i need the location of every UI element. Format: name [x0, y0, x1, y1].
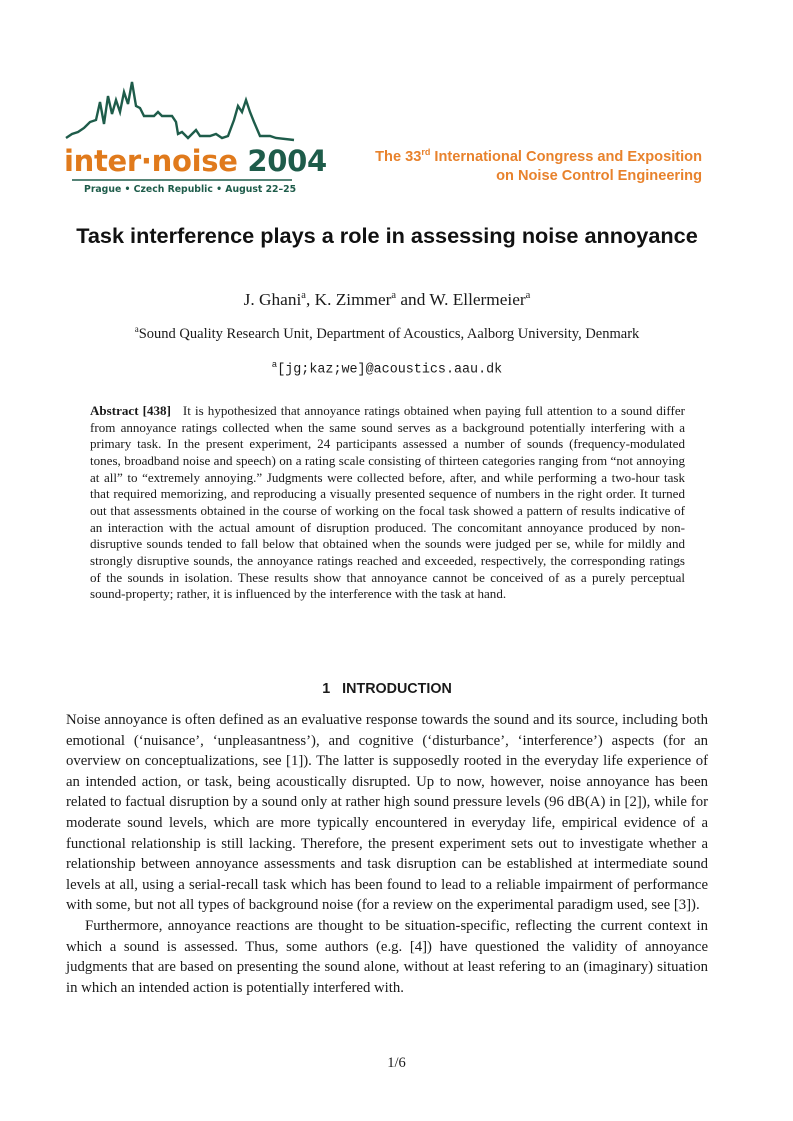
congress-title: [375, 143, 702, 186]
section-number: 1: [322, 681, 331, 697]
affiliation: [66, 320, 708, 343]
author-affiliation-mark: a: [391, 290, 397, 301]
page-number: 1/6: [387, 1055, 406, 1071]
email-address: [jg;kaz;we]@acoustics.aau.dk: [277, 362, 503, 378]
congress-ordinal: The 33: [375, 148, 422, 165]
congress-name: International Congress and Exposition: [430, 148, 702, 165]
author-affiliation-mark: a: [525, 290, 531, 301]
introduction-body: [66, 710, 708, 998]
abstract: [90, 403, 685, 603]
congress-line-2: on Noise Control Engineering: [496, 167, 702, 184]
author-email: [66, 356, 708, 379]
author-name: W. Ellermeier: [429, 289, 526, 309]
congress-line-1: [375, 143, 702, 167]
logo-underline: [64, 177, 296, 183]
author-name: K. Zimmer: [314, 289, 392, 309]
logo-wordmark: [64, 144, 327, 178]
congress-logo: [64, 78, 327, 200]
author-affiliation-mark: a: [301, 290, 306, 301]
body-paragraph: Noise annoyance is often defined as an evaluative response towards the sound and its source, including both emotional (‘nuisance’, ‘unpleasantness’), and cognitive (‘disturbance’, ‘interference’) aspects (for an overview on conceptualizations, see [1]). The latter is supposedly rooted in the everyday life experience of an intended action, or task, being acoustically disrupted. Up to now, however, noise annoyance has been related to factual disruption by a sound only at rather high sound pressure levels (96 dB(A) in [2]), while for moderate sound levels, which are more typically encountered in everyday life, empirical evidence of a functional relationship is still lacking. Therefore, the present experiment sets out to investigate whether a relationship between annoyance assessments and task disruption can be established at intermediate sound levels at all, using a serial-recall task which has been found to lead to a reliable impairment of performance with some, but not all types of background noise (for a review on the experimental paradigm used, see [3]).: [66, 712, 708, 914]
section-title: INTRODUCTION: [342, 681, 452, 697]
logo-year: 2004: [247, 144, 327, 178]
author-list: [66, 285, 708, 311]
author-separator: and: [396, 289, 430, 309]
paper-title: Task interference plays a role in assessing noise annoyance: [76, 223, 698, 248]
body-paragraph: Furthermore, annoyance reactions are thought to be situation-specific, reflecting the current context in which a sound is assessed. Thus, some authors (e.g. [4]) have questioned the validity of annoyance judgments that are based on presenting the sound alone, without at least refering to an (imaginary) situation in which an intended action is potentially interfered with.: [66, 917, 708, 996]
section-heading-introduction: [66, 680, 708, 698]
logo-word: inter·noise: [64, 144, 238, 178]
abstract-text: It is hypothesized that annoyance ratings obtained when paying full attention to a sound differ from annoyance ratings collected when the same sound serves as a background potentially interfering with a primary task. In the present experiment, 24 participants assessed a number of sounds (frequency-modulated tones, broadband noise and speech) on a rating scale consisting of thirteen categories ranging from “not annoying at all” to “extremely annoying.” Judgments were collected before, after, and while performing a two-hour task that required memorizing, and reproducing a visually presented sequence of numbers in the right order. It turned out that assessments obtained in the course of working on the focal task showed a pattern of results indicative of an interaction with the actual amount of disruption produced. The concomitant annoyance produced by non-disruptive sounds tended to fall below that obtained when the sounds were judged per se, while for mildly and strongly disruptive sounds, the annoyance ratings reached and exceeded, respectively, the corresponding ratings of the sounds in isolation. These results show that annoyance cannot be conceived of as a purely perceptual sound-property; rather, it is influenced by the interference with the task at hand.: [90, 403, 686, 602]
abstract-label: Abstract [438]: [90, 403, 171, 418]
author-separator: ,: [305, 289, 315, 309]
author-name: J. Ghani: [243, 289, 302, 309]
email-mark: a: [271, 360, 278, 370]
affiliation-text: Sound Quality Research Unit, Department of Acoustics, Aalborg University, Denmark: [138, 325, 640, 342]
logo-subtitle: Prague • Czech Republic • August 22–25: [84, 184, 297, 195]
affiliation-mark: a: [134, 324, 139, 334]
congress-ordinal-suffix: rd: [421, 147, 431, 157]
